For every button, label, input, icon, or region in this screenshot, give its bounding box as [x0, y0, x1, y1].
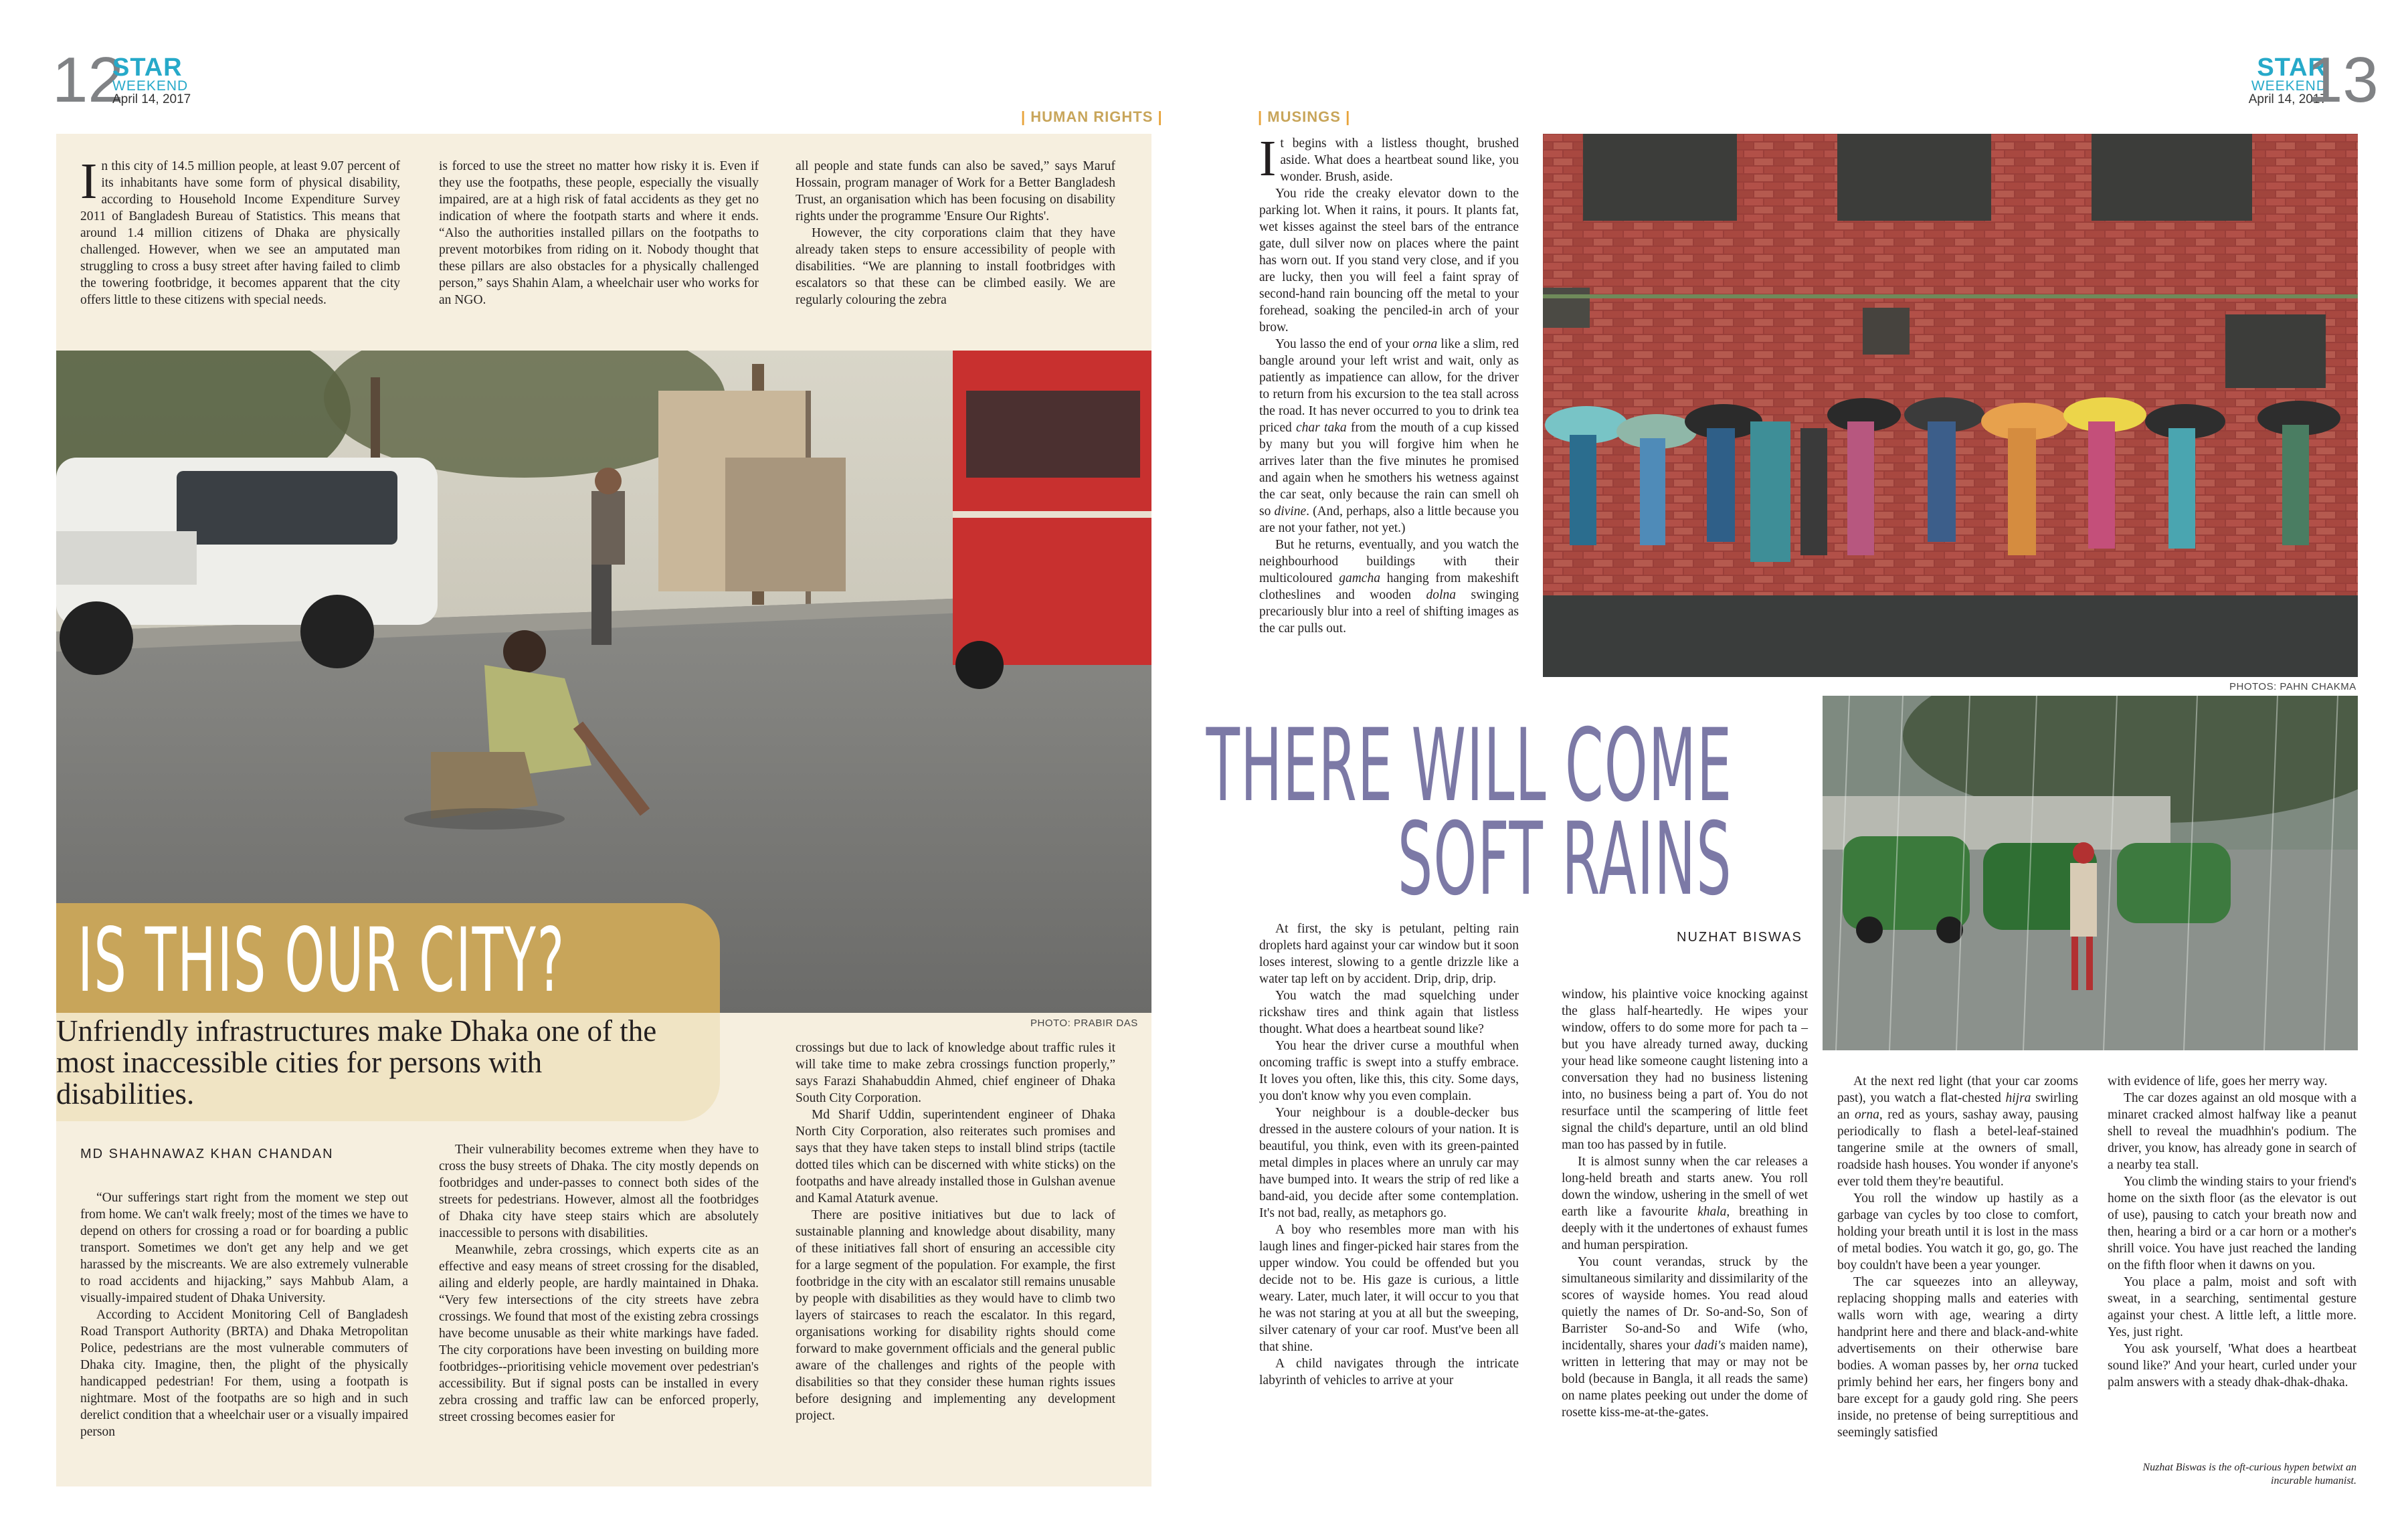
text-run: maiden name), written in lettering that may or may not be bold (because in Bangla, it all reads the same) on name plates peeking out under the dome of rosette kiss-me-at-the-gates.	[1562, 1339, 1808, 1420]
text-run: from the mouth of a cup kissed by many but you will forgive him when he arrives later than the five minutes he promised and again when he smothers his wetness against the car seat, only because the rain can smell oh so	[1259, 421, 1519, 518]
section-tag-musings: | MUSINGS |	[1258, 108, 1351, 125]
intro-text-1: n this city of 14.5 million people, at least 9.07 percent of its inhabitants have some form of physical disability, according to Household Income Expenditure Survey 2011 of Bangladesh Bureau of Statistics. This means that around 1.4 million citizens of Dhaka are physically challenged. However, when we see an amputated man struggling to cross a busy street after having failed to climb the towering footbridge, it becomes apparent that the city offers little to these citizens with special needs.	[80, 159, 400, 307]
text-run: You lasso the end of your	[1275, 337, 1413, 351]
italic-term: hijra	[2005, 1091, 2031, 1105]
musings-paragraph: with evidence of life, goes her merry way.	[2108, 1074, 2328, 1088]
byline-left: MD SHAHNAWAZ KHAN CHANDAN	[80, 1147, 334, 1161]
logo-star: STAR	[2257, 54, 2327, 82]
issue-date: April 14, 2017	[2248, 92, 2327, 106]
logo-weekend: WEEKEND	[2251, 78, 2327, 94]
musings-paragraph: You place a palm, moist and soft with sweat, in a searching, sentimental gesture against your chest. A little left, a little more. Yes, just right.	[2108, 1275, 2356, 1339]
text-run: swinging precariously blur into a reel of shifting images as the car pulls out.	[1259, 588, 1519, 636]
logo-star: STAR	[112, 54, 183, 82]
musings-column-4	[2108, 1073, 2356, 1391]
body-column-3	[796, 1040, 1115, 1424]
italic-term: orna	[1412, 337, 1438, 351]
musings-text: window, his plaintive voice knocking against the glass half-heartedly. He wipes your window, offers to do some more for pach ta – but you have already turned away, ducking your head like someone caught listening into a conversation they had no business listening into, no business being a part of. You do not resurface until the scampering of little feet signal the child's departure, until an old blind man too has passed by in futile.	[1562, 987, 1808, 1152]
text-run: like a slim, red bangle around your left wrist and wait, only as patiently as impatience can allow, for the driver to return from his excursion to the tea stall across the road. It has never occurred to you to drink tea priced	[1259, 337, 1519, 435]
text-run: , red as yours, sashay away, pausing periodically to flash a betel-leaf-stained tangerine smile at the owners of small, roadside hash houses. You wonder if anyone's ever told them they're beautiful.	[1837, 1108, 2079, 1189]
body-column-1	[80, 1189, 408, 1440]
intro-text-2: is forced to use the street no matter how risky it is. Even if they use the footpaths, these people, especially the visually impaired, are at a high risk of fatal accidents as they get no indication of where the footpath starts and where it ends. “Also the authorities installed pillars on the footpaths to prevent motorbikes from riding on it. Nobody thought that these pillars are also obstacles for a physically challenged person,” says Shahin Alam, a wheelchair user who works for an NGO.	[439, 159, 759, 307]
text-run: It is almost sunny when the car releases a long-held breath and starts anew. You roll down the window, ushering in the smell of wet earth like a favourite	[1562, 1155, 1808, 1219]
italic-term: orna	[2014, 1359, 2039, 1373]
umbrella-photo-illustration	[1543, 134, 2358, 677]
text-run: , breathing in deeply with it the undertones of exhaust fumes and human perspiration.	[1562, 1205, 1808, 1252]
byline-right: NUZHAT BISWAS	[1677, 930, 1802, 945]
musings-intro-column	[1259, 130, 1519, 637]
italic-term: dolna	[1426, 588, 1456, 602]
text-run: hanging from makeshift clotheslines and wooden	[1259, 571, 1519, 602]
body-text-3a: crossings but due to lack of knowledge about traffic rules it will take time to make zebra crossings function properly,” says Farazi Shahabuddin Ahmed, chief engineer of Dhaka South City Corporation.	[796, 1041, 1115, 1105]
musings-intro-2: You ride the creaky elevator down to the parking lot. When it rains, it pours. It plants fat, wet kisses against the steel bars of the entrance gate, dull silver now on places where the paint has worn out. If you stand very close, and if you are lucky, then you will feel a faint spray of second-hand rain bouncing off the metal to your forehead, soaking the penciled-in arch of your brow.	[1259, 187, 1519, 334]
photo-credit-left: PHOTO: PRABIR DAS	[1030, 1018, 1138, 1029]
star-weekend-logo-left	[112, 55, 191, 106]
text-run: But he returns, eventually, and you watch the neighbourhood buildings with their multicoloured	[1259, 538, 1519, 585]
musings-column-3	[1837, 1073, 2078, 1441]
headline-line-2: SOFT RAINS	[1398, 801, 1732, 918]
page-number-right: 13	[2307, 44, 2379, 116]
body-text-3c: There are positive initiatives but due to lack of sustainable planning and knowledge about disability, many of these initiatives fall short of ensuring an accessible city for a large segment of the population. For example, the first footbridge in the city with an escalator still remains unusable by people with disabilities as they would have to climb two layers of staircases to reach the escalator. In this regard, organisations working for disability rights should come forward to make government officials and the general public aware of the challenges and rights of the people with disabilities so that they consider these human rights issues before designing and implementing any development project.	[796, 1208, 1115, 1423]
italic-term: khala	[1697, 1205, 1727, 1219]
italic-term: orna	[1855, 1108, 1879, 1122]
musings-paragraph: Your neighbour is a double-decker bus dressed in the austere colours of your nation. It is beautiful, you think, even with its green-painted metal dimples in places where an unruly car may have bumped into. It wears the strip of red like a band-aid, you decide after some contemplation. It's not bad, really, as metaphors go.	[1259, 1106, 1519, 1220]
italic-term: dadi's	[1694, 1339, 1726, 1353]
intro-column-1	[80, 153, 400, 308]
musings-paragraph: A child navigates through the intricate labyrinth of vehicles to arrive at your	[1259, 1357, 1519, 1387]
intro-column-2	[439, 158, 759, 308]
section-tag-human-rights: | HUMAN RIGHTS |	[1021, 108, 1163, 125]
text-run: tucked primly behind her ears, her fingers bony and bare except for a gaudy gold ring. She peers inside, no pretense of being surreptitious and seemingly satisfied	[1837, 1359, 2078, 1440]
umbrella-photo	[1543, 134, 2358, 677]
musings-column-2	[1562, 986, 1808, 1421]
body-column-2	[439, 1141, 759, 1426]
italic-term: divine	[1274, 504, 1307, 518]
musings-intro-1: t begins with a listless thought, brushed aside. What does a heartbeat sound like, you wonder. Brush, aside.	[1280, 136, 1519, 184]
intro-column-3	[796, 158, 1115, 308]
italic-term: gamcha	[1339, 571, 1380, 585]
body-text-3b: Md Sharif Uddin, superintendent engineer of Dhaka North City Corporation, also reiterates such promises and says that they have taken steps to install blind strips (tactile dotted tiles which can be discerned with white sticks) on the footpaths and have already installed those in Gulshan avenue and Kamal Ataturk avenue.	[796, 1108, 1115, 1206]
deck-subtitle: Unfriendly infrastructures make Dhaka one of the most inaccessible cities for persons with disabilities.	[56, 1014, 657, 1111]
body-text-1b: According to Accident Monitoring Cell of Bangladesh Road Transport Authority (BRTA) and Dhaka Metropolitan Police, pedestrians are the most vulnerable commuters of Dhaka city. Imagine, then, the plight of the physically handicapped pedestrian! For them, using a footpath is nightmare. Most of the footpaths are so high and in such derelict condition that a wheelchair user or a visually impaired person	[80, 1308, 408, 1439]
musings-column-1	[1259, 921, 1519, 1389]
issue-date: April 14, 2017	[112, 92, 191, 106]
text-run: You count verandas, struck by the simultaneous similarity and dissimilarity of the scores of wayside homes. You read aloud quietly the names of Dr. So-and-So, Son of Barrister So-and-So and Wife (who, incidentally, shares your	[1562, 1255, 1808, 1353]
intro-text-3a: all people and state funds can also be saved,” says Maruf Hossain, program manager of Work for a Better Bangladesh Trust, an organisation which has been focusing on disability rights under the programme 'Ensure Our Rights'.	[796, 159, 1115, 223]
section-tag-label: HUMAN RIGHTS	[1030, 108, 1153, 125]
text-run: . (And, perhaps, also a little because you are not your father, not yet.)	[1259, 504, 1519, 535]
section-tag-label: MUSINGS	[1267, 108, 1341, 125]
page-number-left: 12	[52, 44, 124, 116]
text-run: At the next red light (that your car zooms past), you watch a flat-chested	[1837, 1074, 2078, 1105]
dropcap: I	[1259, 130, 1277, 187]
intro-text-3b: However, the city corporations claim that they have already taken steps to ensure accessibility of people with disabilities. “We are planning to install footbridges with escalators so that these can be climbed easily. We are regularly colouring the zebra	[796, 226, 1115, 307]
musings-paragraph: You climb the winding stairs to your friend's home on the sixth floor (as the elevator is out of use), pausing to catch your breath now and then, hearing a bird or a car horn or a mother's shrill voice. You have just reached the landing on the fifth floor when it dawns on you.	[2108, 1175, 2356, 1272]
musings-paragraph: A boy who resembles more man with his laugh lines and finger-picked hair stares from the upper window. You could be offended but you decide not to be. His gaze is curious, a little weary. Later, much later, it will occur to you that he was not staring at you at all but the sweeping, silver catenary of your car roof. Must've been all that shine.	[1259, 1223, 1519, 1354]
rain-street-photo	[1823, 696, 2358, 1050]
rain-photo-illustration	[1823, 696, 2358, 1050]
italic-term: char taka	[1296, 421, 1347, 435]
musings-text: You roll the window up hastily as a garbage van cycles by too close to comfort, holding your breath until it is lost in the mass of metal bodies. You watch it go, go, go. The boy couldn't have been a year younger.	[1837, 1191, 2078, 1272]
musings-paragraph: The car dozes against an old mosque with a minaret cracked almost halfway like a peanut shell to reveal the muadhhin's podium. The driver, you know, has already gone in search of a nearby tea stall.	[2108, 1091, 2356, 1172]
body-text-2a: Their vulnerability becomes extreme when they have to cross the busy streets of Dhaka. The city mostly depends on footbridges and under-passes to connect both sides of the streets for pedestrians. However, almost all the footbridges of Dhaka city have steep stairs which are absolutely inaccessible to persons with disabilities.	[439, 1143, 759, 1240]
author-note: Nuzhat Biswas is the oft-curious hypen betwixt an incurable humanist.	[2142, 1462, 2356, 1486]
photo-credit-right: PHOTOS: PAHN CHAKMA	[2229, 681, 2356, 692]
musings-paragraph: You watch the mad squelching under rickshaw tires and think again that listless thought. What does a heartbeat sound like?	[1259, 989, 1519, 1036]
musings-paragraph: You ask yourself, 'What does a heartbeat sound like?' And your heart, curled under your palm answers with a steady dhak-dhak-dhaka.	[2108, 1342, 2356, 1389]
headline-is-this-our-city: IS THIS OUR CITY?	[78, 909, 565, 1012]
musings-paragraph: You hear the driver curse a mouthful when oncoming traffic is swept into a stuffy embrace. It loves you often, like this, this city. Some days, you don't know why you even complain.	[1259, 1039, 1519, 1103]
body-text-2b: Meanwhile, zebra crossings, which experts cite as an effective and easy means of street crossing for the disabled, ailing and elderly people, are hardly maintained in Dhaka. “Very few intersections of the city streets have zebra crossings. We found that most of the existing zebra crossings have become unusable as their white markings have faded. The city corporations have been investing on building more footbridges--prioritising vehicle movement over pedestrian's accessibility. But if signal posts can be installed in every zebra crossing and traffic law can be enforced properly, street crossing becomes easier for	[439, 1243, 759, 1424]
dropcap: I	[80, 153, 98, 209]
body-text-1a: “Our sufferings start right from the moment we step out from home. We can't walk freely; most of the times we have to depend on others for crossing a road or for boarding a public transport. Sometimes we don't get any help and we get harassed by the miscreants. We are also extremely vulnerable to road accidents and hijacking,” says Mahbub Alam, a visually-impaired student of Dhaka University.	[80, 1191, 408, 1305]
text-run: swirling an	[1837, 1091, 2078, 1122]
musings-paragraph: At first, the sky is petulant, pelting rain droplets hard against your car window but it soon loses interest, slowing to a gentle drizzle like a water tap left on by accident. Drip, drip, drip.	[1259, 922, 1519, 986]
headline-line-1: THERE WILL COME	[1206, 708, 1732, 824]
logo-weekend: WEEKEND	[112, 78, 189, 94]
text-run: The car squeezes into an alleyway, replacing shopping malls and eateries with walls worn with age, wearing a dirty handprint here and there and black-and-white advertisements on their otherwise bare bodies. A woman passes by, her	[1837, 1275, 2078, 1373]
